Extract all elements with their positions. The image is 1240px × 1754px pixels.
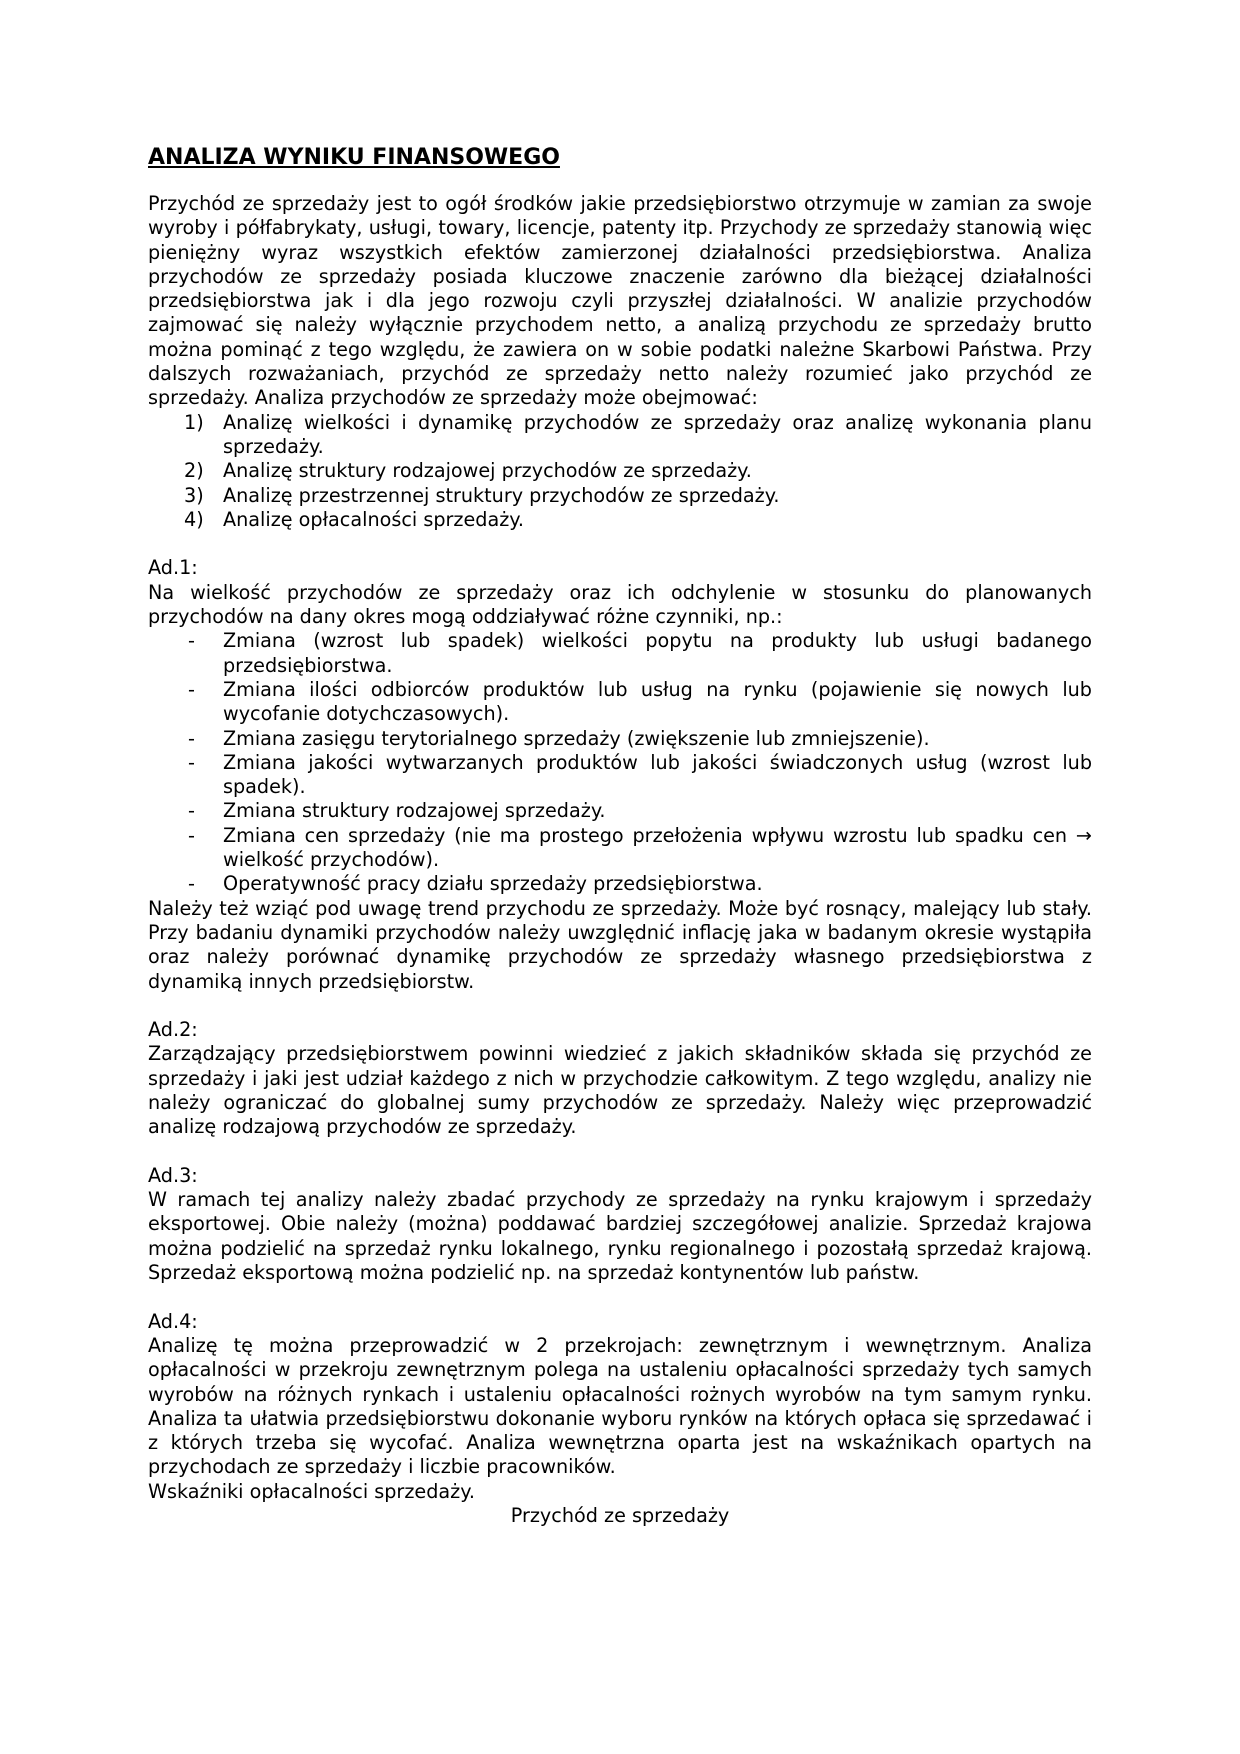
list-item-text: Zmiana ilości odbiorców produktów lub usług na rynku (pojawienie się nowych lub wycofanie dotychczasowych).	[223, 677, 1092, 726]
list-marker: -	[188, 799, 195, 823]
list-item	[148, 629, 1092, 678]
list-item	[148, 678, 1092, 727]
document-page	[148, 144, 1092, 1528]
list-item	[148, 872, 1092, 896]
factors-list	[148, 629, 1092, 896]
list-item	[148, 824, 1092, 873]
list-item	[148, 727, 1092, 751]
list-item-text: Zmiana jakości wytwarzanych produktów lub jakości świadczonych usług (wzrost lub spadek).	[223, 750, 1092, 799]
ad1-lead-paragraph: Na wielkość przychodów ze sprzedaży oraz ich odchylenie w stosunku do planowanych przychodów na dany okres mogą oddziaływać różne czynniki, np.:	[148, 580, 1092, 629]
intro-paragraph: Przychód ze sprzedaży jest to ogół środków jakie przedsiębiorstwo otrzymuje w zamian za swoje wyroby i półfabrykaty, usługi, towary, licencje, patenty itp. Przychody ze sprzedaży stanowią więc pieniężny wyraz wszystkich efektów zamierzonej działalności przedsiębiorstwa. Analiza przychodów ze sprzedaży posiada kluczowe znaczenie zarówno dla bieżącej działalności przedsiębiorstwa jak i dla jego rozwoju czyli przyszłej działalności. W analizie przychodów zajmować się należy wyłącznie przychodem netto, a analizą przychodu ze sprzedaży brutto można pominąć z tego względu, że zawiera on w sobie podatki należne Skarbowi Państwa. Przy dalszych rozważaniach, przychód ze sprzedaży netto należy rozumieć jako przychód ze sprzedaży. Analiza przychodów ze sprzedaży może obejmować:	[148, 192, 1092, 410]
section-heading-ad2: Ad.2:	[148, 1018, 198, 1042]
document-title: ANALIZA WYNIKU FINANSOWEGO	[148, 145, 560, 170]
spacer	[148, 1140, 1092, 1164]
list-item-text: Zmiana zasięgu terytorialnego sprzedaży (zwiększenie lub zmniejszenie).	[223, 726, 930, 750]
list-item-text: Analizę struktury rodzajowej przychodów ze sprzedaży.	[223, 459, 752, 483]
list-item	[148, 411, 1092, 460]
ad4-paragraph: Analizę tę można przeprowadzić w 2 przekrojach: zewnętrznym i wewnętrznym. Analiza opłacalności w przekroju zewnętrznym polega na ustaleniu opłacalności sprzedaży tych samych wyrobów na różnych rynkach i ustaleniu opłacalności rożnych wyrobów na tym samym rynku. Analiza ta ułatwia przedsiębiorstwu dokonanie wyboru rynków na których opłaca się sprzedawać i z których trzeba się wycofać. Analiza wewnętrzna oparta jest na wskaźnikach opartych na przychodach ze sprzedaży i liczbie pracowników.	[148, 1333, 1092, 1479]
list-item	[148, 459, 1092, 483]
list-item-text: Analizę przestrzennej struktury przychodów ze sprzedaży.	[223, 483, 780, 507]
spacer	[148, 1285, 1092, 1309]
section-heading-ad1: Ad.1:	[148, 556, 198, 580]
spacer	[148, 532, 1092, 556]
list-marker: 1)	[184, 410, 204, 434]
section-heading-ad3: Ad.3:	[148, 1163, 198, 1187]
formula-numerator: Przychód ze sprzedaży	[510, 1504, 730, 1528]
list-item	[148, 484, 1092, 508]
list-item-text: Analizę opłacalności sprzedaży.	[223, 507, 524, 531]
list-marker: 2)	[184, 459, 204, 483]
list-item-text: Zmiana (wzrost lub spadek) wielkości popytu na produkty lub usługi badanego przedsiębiorstwa.	[223, 629, 1092, 677]
list-item	[148, 751, 1092, 800]
list-item-text: Zmiana struktury rodzajowej sprzedaży.	[223, 799, 606, 823]
list-marker: 3)	[184, 483, 204, 507]
spacer	[148, 994, 1092, 1018]
list-marker: -	[188, 726, 195, 750]
ad1-closing-paragraph: Należy też wziąć pod uwagę trend przychodu ze sprzedaży. Może być rosnący, malejący lub stały. Przy badaniu dynamiki przychodów należy uwzględnić inflację jaka w badanym okresie wystąpiła oraz należy porównać dynamikę przychodów ze sprzedaży własnego przedsiębiorstwa z dynamiką innych przedsiębiorstw.	[148, 896, 1092, 993]
list-marker: -	[188, 750, 195, 774]
list-marker: -	[188, 677, 195, 701]
list-item-text: Zmiana cen sprzedaży (nie ma prostego przełożenia wpływu wzrostu lub spadku cen → wielkość przychodów).	[223, 823, 1092, 872]
list-marker: 4)	[184, 507, 204, 531]
list-item	[148, 508, 1092, 532]
ad2-paragraph: Zarządzający przedsiębiorstwem powinni wiedzieć z jakich składników składa się przychód ze sprzedaży i jaki jest udział każdego z nich w przychodzie całkowitym. Z tego względu, analizy nie należy ograniczać do globalnej sumy przychodów ze sprzedaży. Należy więc przeprowadzić analizę rodzajową przychodów ze sprzedaży.	[148, 1042, 1092, 1139]
analysis-scope-list	[148, 411, 1092, 532]
list-marker: -	[188, 823, 195, 847]
section-heading-ad4: Ad.4:	[148, 1309, 198, 1333]
list-marker: -	[188, 629, 195, 653]
list-item-text: Operatywność pracy działu sprzedaży przedsiębiorstwa.	[223, 872, 763, 896]
list-item	[148, 799, 1092, 823]
list-marker: -	[188, 872, 195, 896]
indicators-label: Wskaźniki opłacalności sprzedaży.	[148, 1479, 475, 1503]
ad3-paragraph: W ramach tej analizy należy zbadać przychody ze sprzedaży na rynku krajowym i sprzedaży eksportowej. Obie należy (można) poddawać bardziej szczegółowej analizie. Sprzedaż krajowa można podzielić na sprzedaż rynku lokalnego, rynku regionalnego i pozostałą sprzedaż krajową. Sprzedaż eksportową można podzielić np. na sprzedaż kontynentów lub państw.	[148, 1188, 1092, 1285]
list-item-text: Analizę wielkości i dynamikę przychodów ze sprzedaży oraz analizę wykonania planu sprzedaży.	[223, 410, 1092, 458]
